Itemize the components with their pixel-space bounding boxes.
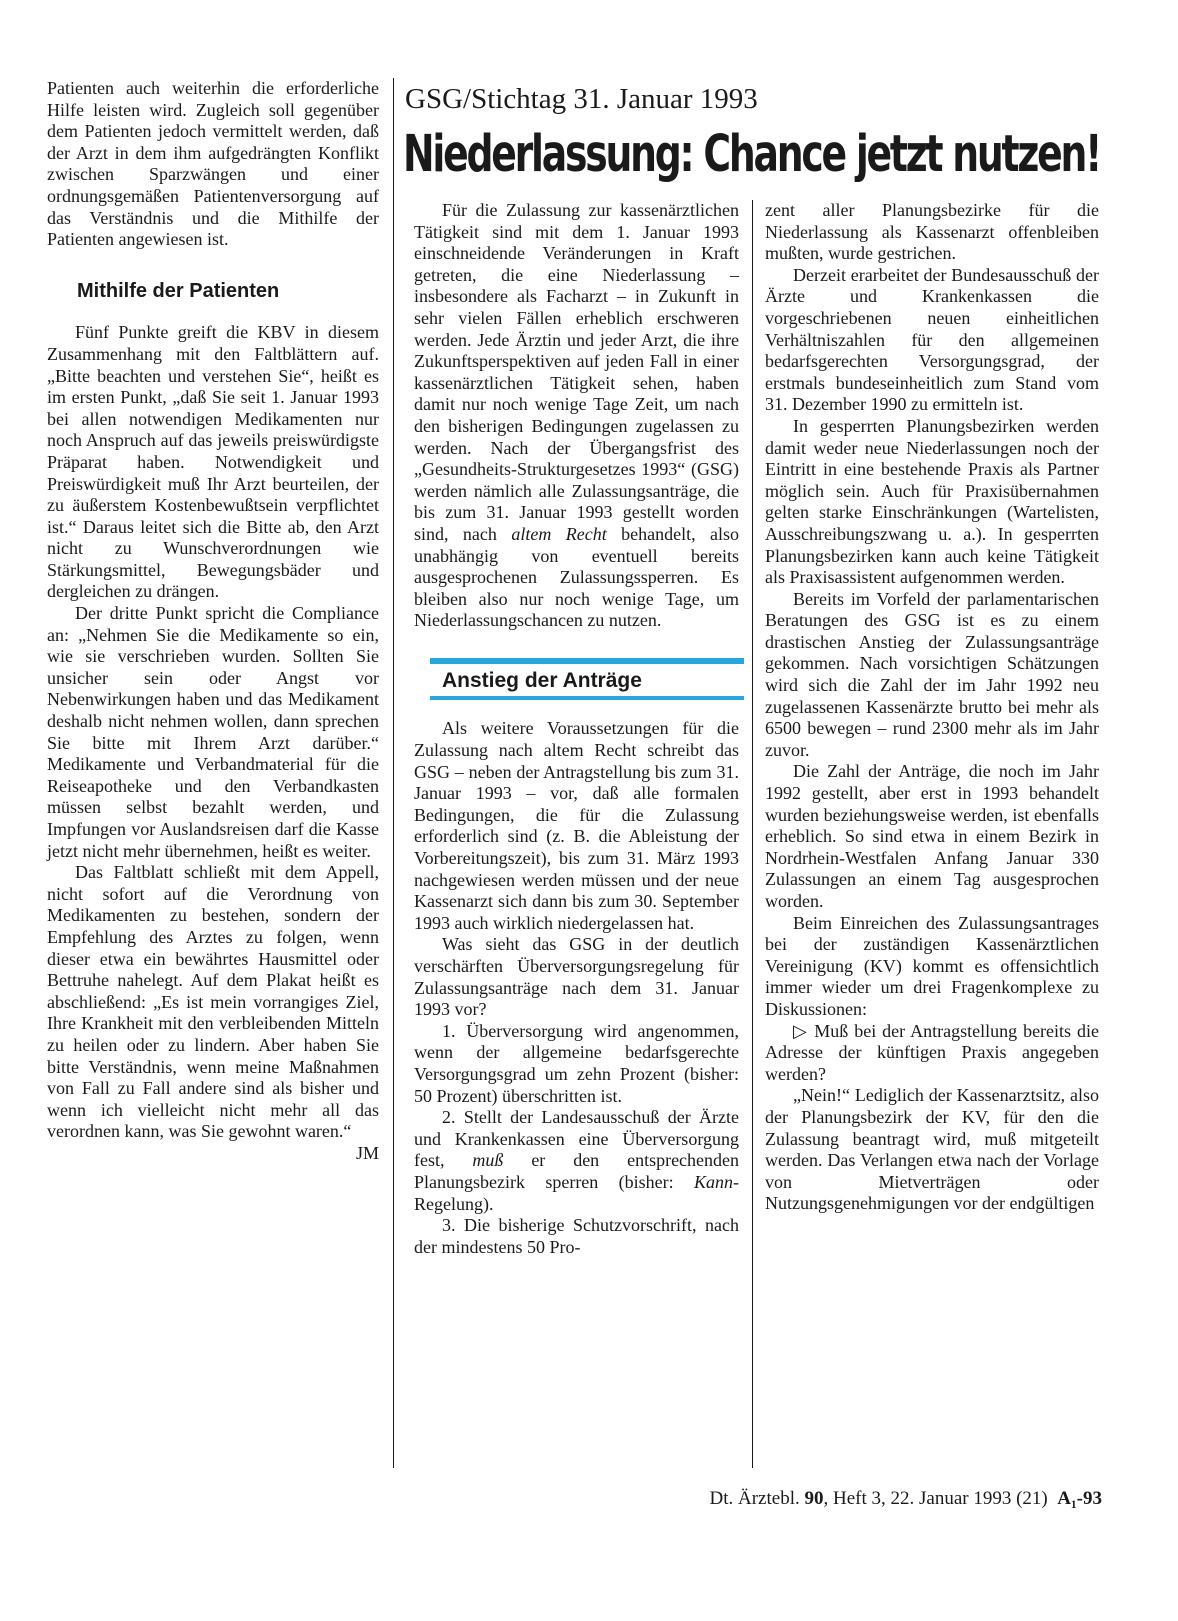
paragraph-text: Für die Zulassung zur kassenärztlichen Tätigkeit sind mit dem 1. Januar 1993 einschneidende Veränderungen in Kraft getreten, die eine Niederlassung – insbesondere als Facharzt – in Zukunft in sehr vielen Fällen erheblich erschweren werden. Jede Ärztin und jeder Arzt, die ihre Zukunftsperspektiven auf jeden Fall in einer kassenärztlichen Tätigkeit sehen, haben damit nur noch wenige Tage Zeit, um nach den bisherigen Bedingungen zugelassen zu werden. Nach der Übergangsfrist des „Gesundheits-Strukturgesetzes 1993“ (GSG) werden nämlich alle Zulassungsanträge, die bis zum 31. Januar 1993 gestellt worden sind, nach [414,200,739,544]
paragraph: Was sieht das GSG in der deutlich verschärften Überversorgungsregelung für Zulassungsanträge nach dem 31. Januar 1993 vor? [414,934,739,1020]
emphasis: Kann [694,1171,734,1192]
column-left [47,78,379,1165]
article-kicker: GSG/Stichtag 31. Januar 1993 [405,83,758,115]
paragraph: Als weitere Voraussetzungen für die Zulassung nach altem Recht schreibt das GSG – neben der Antragstellung bis zum 31. Januar 1993 – vor, daß alle formalen Bedingungen, die für die Zulassung erforderlich sind (z. B. die Ableistung der Vorbereitungszeit), bis zum 31. März 1993 nachgewiesen werden müssen und der neue Kassenarzt sich dann bis zum 30. September 1993 auch wirklich niedergelassen hat. [414,718,739,933]
paragraph [47,862,379,1163]
journal-volume: 90 [804,1488,824,1509]
list-item: 3. Die bisherige Schutzvorschrift, nach der mindestens 50 Pro- [414,1215,739,1257]
subheading: Mithilfe der Patienten [77,279,280,302]
question-item: ▷ Muß bei der Antragstellung bereits die Adresse der künftigen Praxis angegeben werden? [765,1020,1099,1084]
section-heading-box: Anstieg der Anträge [430,658,744,701]
paragraph: Beim Einreichen des Zulassungsantrages bei der zuständigen Kassenärztlichen Vereinigung (KV) kommt es offensichtlich immer wieder um drei Fragenkomplexe zu Diskussionen: [765,912,1099,1019]
paragraph: Derzeit erarbeitet der Bundesausschuß der Ärzte und Krankenkassen die vorgeschriebenen neuen einheitlichen Verhältniszahlen für den allgemeinen bedarfsgerechten Versorgungsgrad, der erstmals bundeseinheitlich zum Stand vom 31. Dezember 1990 zu ermitteln ist. [765,264,1099,415]
page-number: A₁-93 [1057,1488,1102,1509]
paragraph: Der dritte Punkt spricht die Compliance an: „Nehmen Sie die Medikamente so ein, wie sie verschrieben wurden. Sollten Sie unsicher sein oder Angst vor Nebenwirkungen haben und das Medikament deshalb nicht nehmen wollen, dann sprechen Sie bitte mit Ihrem Arzt darüber.“ Medikamente und Verbandmaterial für die Reiseapotheke und den Verbandkasten müssen selbst bezahlt werden, und Impfungen vor Auslandsreisen darf die Kasse jetzt nicht mehr übernehmen, heißt es weiter. [47,603,379,861]
emphasis: altem Recht [511,523,607,544]
column-divider-left [393,78,394,1468]
column-divider-right [752,200,753,1468]
paragraph: zent aller Planungsbezirke für die Niederlassung als Kassenarzt offenbleiben mußten, wurde gestrichen. [765,200,1099,264]
page-footer [636,1488,1102,1510]
paragraph-text: Das Faltblatt schließt mit dem Appell, nicht sofort auf die Verordnung von Medikamenten zu bestehen, sondern der Empfehlung des Arztes zu folgen, wenn dieser etwa ein bewährtes Hausmittel oder Bettruhe nahelegt. Auf dem Plakat heißt es abschließend: „Es ist mein vorrangiges Ziel, Ihre Krankheit mit den verbleibenden Mitteln zu heilen oder zu lindern. Aber haben Sie bitte Verständnis, wenn meine Maßnahmen von Fall zu Fall andere sind als bisher und wenn ich vielleicht nicht mehr all das verordnen kann, was Sie gewohnt waren.“ [47,862,379,1142]
paragraph-text: 2. Stellt der Landesausschuß der Ärzte und Krankenkassen eine Überversorgung fest, [414,1107,739,1171]
paragraph-text: er den entsprechenden Planungsbezirk sperren (bisher: [414,1150,740,1192]
paragraph: In gesperrten Planungsbezirken werden damit weder neue Niederlassungen noch der Eintritt in eine bestehende Praxis als Partner möglich sein. Auch für Praxisübernahmen gelten starke Einschränkungen (Wartelisten, Ausschreibungszwang u. a.). In gesperrten Planungsbezirken kann auch keine Tätigkeit als Praxisassistent aufgenommen werden. [765,415,1099,588]
paragraph: Bereits im Vorfeld der parlamentarischen Beratungen des GSG ist es zu einem drastischen Anstieg der Zulassungsanträge gekommen. Nach vorsichtigen Schätzungen wird sich die Zahl der im Jahr 1992 neu zugelassenen Kassenärzte brutto bei mehr als 6500 bewegen – rund 2300 mehr als im Jahr zuvor. [765,588,1099,760]
paragraph: Patienten auch weiterhin die erforderliche Hilfe leisten wird. Zugleich soll gegenüber dem Patienten jedoch vermittelt werden, daß der Arzt in dem ihm aufgedrängten Konflikt zwischen Sparzwängen und einer ordnungsgemäßen Patientenversorgung auf das Verständnis und die Mithilfe der Patienten angewiesen ist. [47,78,379,250]
list-item: 1. Überversorgung wird angenommen, wenn der allgemeine bedarfsgerechte Versorgungsgrad um zehn Prozent (bisher: 50 Prozent) überschritten ist. [414,1020,739,1106]
emphasis: muß [472,1150,504,1171]
paragraph: Fünf Punkte greift die KBV in diesem Zusammenhang mit den Faltblättern auf. „Bitte beachten und verstehen Sie“, heißt es im ersten Punkt, „daß Sie seit 1. Januar 1993 bei allen notwendigen Medikamenten nur noch Anspruch auf das jeweils preiswürdigste Präparat haben. Notwendigkeit und Preiswürdigkeit muß Ihr Arzt beurteilen, der zu äußerstem Kostenbewußtsein verpflichtet ist.“ Daraus leitet sich die Bitte ab, den Arzt nicht zu Wunschverordnungen wie Stärkungsmittel, Bewegungsbäder und dergleichen zu drängen. [47,322,379,602]
column-middle [414,200,739,1258]
issue-info: , Heft 3, 22. Januar 1993 (21) [823,1488,1048,1509]
paragraph: Die Zahl der Anträge, die noch im Jahr 1992 gestellt, aber erst in 1993 behandelt wurden beziehungsweise werden, ist ebenfalls erheblich. So sind etwa in einem Bezirk in Nordrhein-Westfalen Anfang Januar 330 Zulassungen an einem Tag ausgesprochen worden. [765,761,1099,911]
journal-name: Dt. Ärztebl. [709,1488,800,1509]
paragraph-text: behandelt, also unabhängig von eventuell bereits ausgesprochenen Zulassungssperren. Es bleiben also nur noch wenige Tage, um Niederlassungschancen zu nutzen. [414,523,740,631]
paragraph [414,200,739,632]
author-signature: JM [355,1142,379,1163]
column-right [765,200,1099,1215]
list-item [414,1107,739,1215]
paragraph: „Nein!“ Lediglich der Kassenarztsitz, also der Planungsbezirk der KV, für den die Zulassung beantragt wird, muß mitgeteilt werden. Das Verlangen etwa nach der Vorlage von Mietverträgen oder Nutzungsgenehmigungen vor der endgültigen [765,1085,1099,1214]
paragraph-text: -Regelung). [414,1171,740,1214]
article-headline: Niederlassung: Chance jetzt nutzen! [403,125,1101,184]
